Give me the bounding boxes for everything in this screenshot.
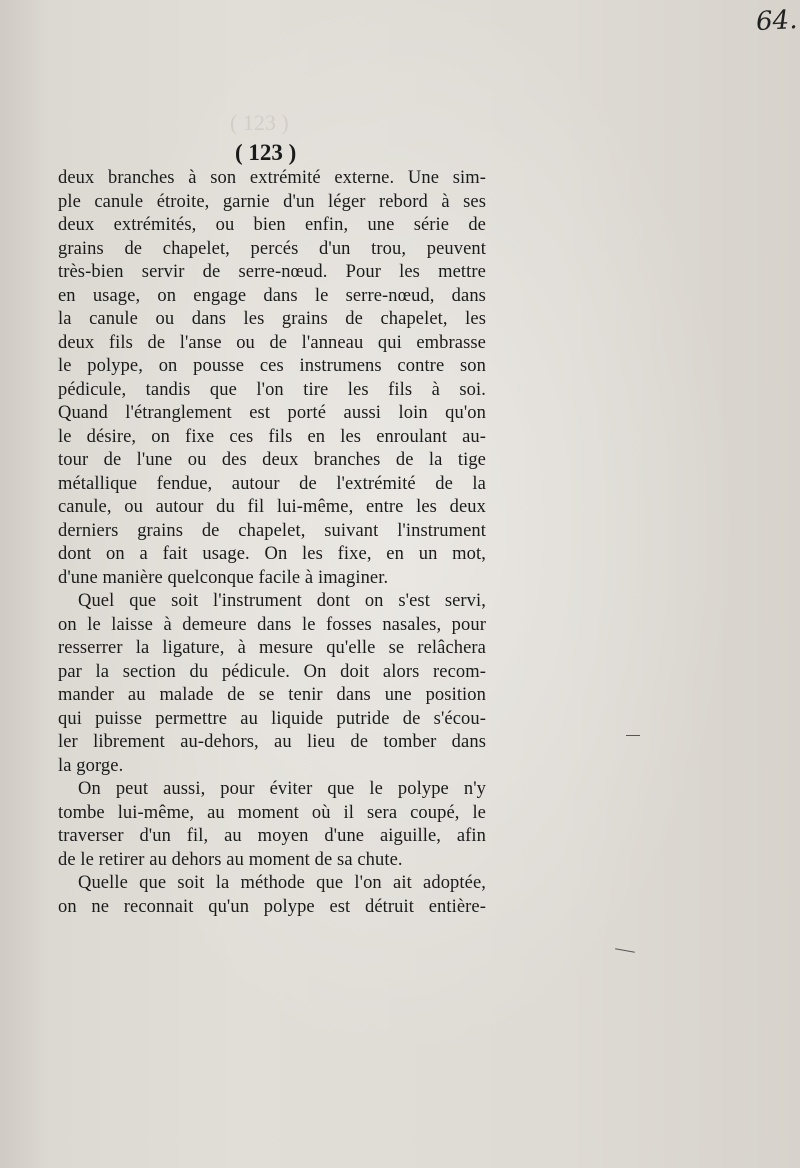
text-line: grains de chapelet, percés d'un trou, peuvent <box>58 238 486 259</box>
margin-mark <box>626 735 640 736</box>
text-line: tombe lui-même, au moment où il sera coupé, le <box>58 802 486 823</box>
text-line: ple canule étroite, garnie d'un léger rebord à ses <box>58 191 486 212</box>
text-line: le désire, on fixe ces fils en les enroulant au- <box>58 426 486 447</box>
text-line: d'une manière quelconque facile à imaginer. <box>58 567 389 588</box>
text-line: Quel que soit l'instrument dont on s'est servi, <box>78 591 486 611</box>
text-line: deux branches à son extrémité externe. Une sim- <box>58 168 486 188</box>
text-line: Quand l'étranglement est porté aussi loin qu'on <box>58 403 486 423</box>
text-line: traverser d'un fil, au moyen d'une aiguille, afin <box>58 826 486 846</box>
text-line: derniers grains de chapelet, suivant l'instrument <box>58 520 486 541</box>
text-line: qui puisse permettre au liquide putride de s'écou- <box>58 708 486 729</box>
text-line: Quelle que soit la méthode que l'on ait adoptée, <box>78 873 486 893</box>
text-line: On peut aussi, pour éviter que le polype n'y <box>78 779 486 799</box>
text-line: dont on a fait usage. On les fixe, en un mot, <box>58 544 486 564</box>
page-number: ( 123 ) <box>235 140 297 165</box>
text-line: le polype, on pousse ces instrumens contre son <box>58 356 486 376</box>
text-line: métallique fendue, autour de l'extrémité de la <box>58 473 486 494</box>
text-line: la canule ou dans les grains de chapelet, les <box>58 309 486 329</box>
text-line: deux fils de l'anse ou de l'anneau qui embrasse <box>58 332 486 353</box>
text-line: très-bien servir de serre-nœud. Pour les mettre <box>58 262 486 282</box>
text-line: la gorge. <box>58 755 124 776</box>
text-line: tour de l'une ou des deux branches de la tige <box>58 450 486 470</box>
text-line: mander au malade de se tenir dans une position <box>58 685 486 705</box>
text-line: resserrer la ligature, à mesure qu'elle se relâchera <box>58 638 486 658</box>
handwritten-folio-number: 64. <box>755 4 799 38</box>
text-line: on ne reconnait qu'un polype est détruit entière- <box>58 896 486 917</box>
text-line: deux extrémités, ou bien enfin, une série de <box>58 215 486 235</box>
text-line: en usage, on engage dans le serre-nœud, dans <box>58 285 486 306</box>
margin-mark <box>615 948 635 952</box>
text-line: par la section du pédicule. On doit alors recom- <box>58 661 486 682</box>
text-line: pédicule, tandis que l'on tire les fils à soi. <box>58 379 486 400</box>
body-text <box>58 167 486 919</box>
text-line: on le laisse à demeure dans le fosses nasales, pour <box>58 614 486 635</box>
bleed-through-page-number: ( 123 ) <box>230 110 289 135</box>
text-line: canule, ou autour du fil lui-même, entre les deux <box>58 497 486 517</box>
text-line: de le retirer au dehors au moment de sa chute. <box>58 849 403 870</box>
text-line: ler librement au-dehors, au lieu de tomber dans <box>58 732 486 752</box>
